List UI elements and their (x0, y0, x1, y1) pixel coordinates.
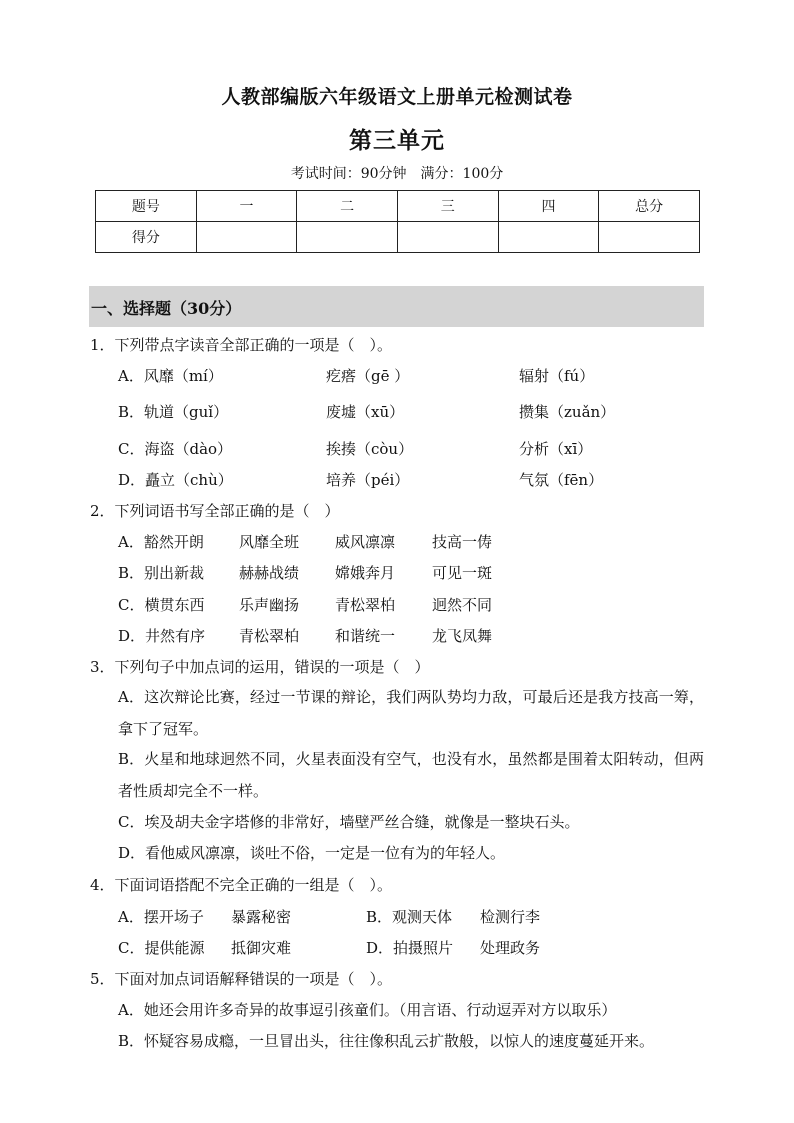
q1-option: A．风靡（mí） (118, 367, 223, 385)
q4-option: C．提供能源 (118, 939, 205, 957)
q3-option: C．埃及胡夫金字塔修的非常好，墙壁严丝合缝，就像是一整块石头。 (118, 813, 580, 831)
q3-option: D．看他威风凛凛，谈吐不俗，一定是一位有为的年轻人。 (118, 844, 506, 862)
q2-option: 赫赫战绩 (239, 564, 300, 582)
q2-option-row (118, 594, 492, 615)
q2-option: 龙飞凤舞 (432, 627, 493, 645)
q1-option: 疙瘩（gē ） (326, 367, 410, 385)
q3-option: A．这次辩论比赛，经过一节课的辩论，我们两队势均力敌，可最后还是我方技高一筹，拿下了冠军。 (118, 688, 704, 738)
score-header-cell: 总分 (599, 191, 700, 222)
q2-option: 威风凛凛 (335, 533, 396, 551)
score-input-cell[interactable] (196, 222, 297, 253)
q2-option: 青松翠柏 (239, 627, 300, 645)
exam-meta: 考试时间：90分钟 满分：100分 (290, 166, 504, 182)
q1-option: 分析（xī） (519, 440, 593, 458)
q2-option: B．别出新裁 (118, 564, 205, 582)
q2-option: 和谐统一 (335, 627, 396, 645)
score-header-cell: 三 (397, 191, 498, 222)
question-5-stem: 5．下面对加点词语解释错误的一项是（ ）。 (90, 970, 393, 988)
q3-option: B．火星和地球迥然不同，火星表面没有空气，也没有水，虽然都是围着太阳转动，但两者性质却完全不一样。 (118, 750, 704, 800)
q2-option-row (118, 562, 492, 583)
q4-option: B．观测天体 (366, 908, 453, 926)
q1-option: 辐射（fú） (519, 367, 595, 385)
q5-option: A．她还会用许多奇异的故事逗引孩童们。（用言语、行动逗弄对方以取乐） (118, 1001, 617, 1019)
q2-option: 可见一斑 (432, 564, 493, 582)
score-row-label: 得分 (96, 222, 197, 253)
q1-option: 攒集（zuǎn） (519, 403, 616, 421)
q1-option: 培养（péi） (326, 471, 410, 489)
q2-option: 迥然不同 (432, 596, 493, 614)
score-table-header-row (96, 191, 700, 222)
q4-option: 处理政务 (480, 939, 541, 957)
q1-option: 气氛（fēn） (519, 471, 604, 489)
q4-option: A．摆开场子 (118, 908, 204, 926)
q2-option-row (118, 625, 492, 646)
score-header-cell: 二 (297, 191, 398, 222)
question-1-stem: 1．下列带点字读音全部正确的一项是（ ）。 (90, 336, 393, 354)
score-header-cell: 四 (498, 191, 599, 222)
q5-option: B．怀疑容易成瘾，一旦冒出头，往往像积乱云扩散般，以惊人的速度蔓延开来。 (118, 1032, 655, 1050)
q2-option-row (118, 531, 492, 552)
score-input-cell[interactable] (498, 222, 599, 253)
q1-option: C．海盗（dào） (118, 440, 233, 458)
exam-title: 人教部编版六年级语文上册单元检测试卷 (221, 86, 573, 108)
q2-option: A．豁然开朗 (118, 533, 204, 551)
q4-option: 抵御灾难 (231, 939, 292, 957)
section-title: 一、选择题（30分） (91, 299, 242, 318)
score-header-cell: 题号 (96, 191, 197, 222)
score-header-cell: 一 (196, 191, 297, 222)
q4-option: 检测行李 (480, 908, 541, 926)
question-2-stem: 2．下列词语书写全部正确的是（ ） (90, 502, 340, 520)
q2-option: D．井然有序 (118, 627, 206, 645)
q2-option: 乐声幽扬 (239, 596, 300, 614)
q1-option: D．矗立（chù） (118, 471, 233, 489)
score-input-cell[interactable] (297, 222, 398, 253)
section-header (89, 286, 704, 327)
q2-option: C．横贯东西 (118, 596, 205, 614)
score-input-cell[interactable] (599, 222, 700, 253)
q2-option: 技高一俦 (432, 533, 493, 551)
question-4-stem: 4．下面词语搭配不完全正确的一组是（ ）。 (90, 876, 393, 894)
q2-option: 风靡全班 (239, 533, 300, 551)
q1-option: 废墟（xū） (326, 403, 405, 421)
score-input-cell[interactable] (397, 222, 498, 253)
score-table-score-row (96, 222, 700, 253)
question-3-stem: 3．下列句子中加点词的运用，错误的一项是（ ） (90, 658, 430, 676)
q2-option: 嫦娥奔月 (335, 564, 396, 582)
q2-option: 青松翠柏 (335, 596, 396, 614)
q4-option: 暴露秘密 (231, 908, 292, 926)
score-table (95, 190, 700, 253)
q1-option: 挨揍（còu） (326, 440, 414, 458)
q4-option: D．拍摄照片 (366, 939, 454, 957)
unit-title: 第三单元 (349, 127, 445, 154)
q1-option: B．轨道（guǐ） (118, 403, 229, 421)
